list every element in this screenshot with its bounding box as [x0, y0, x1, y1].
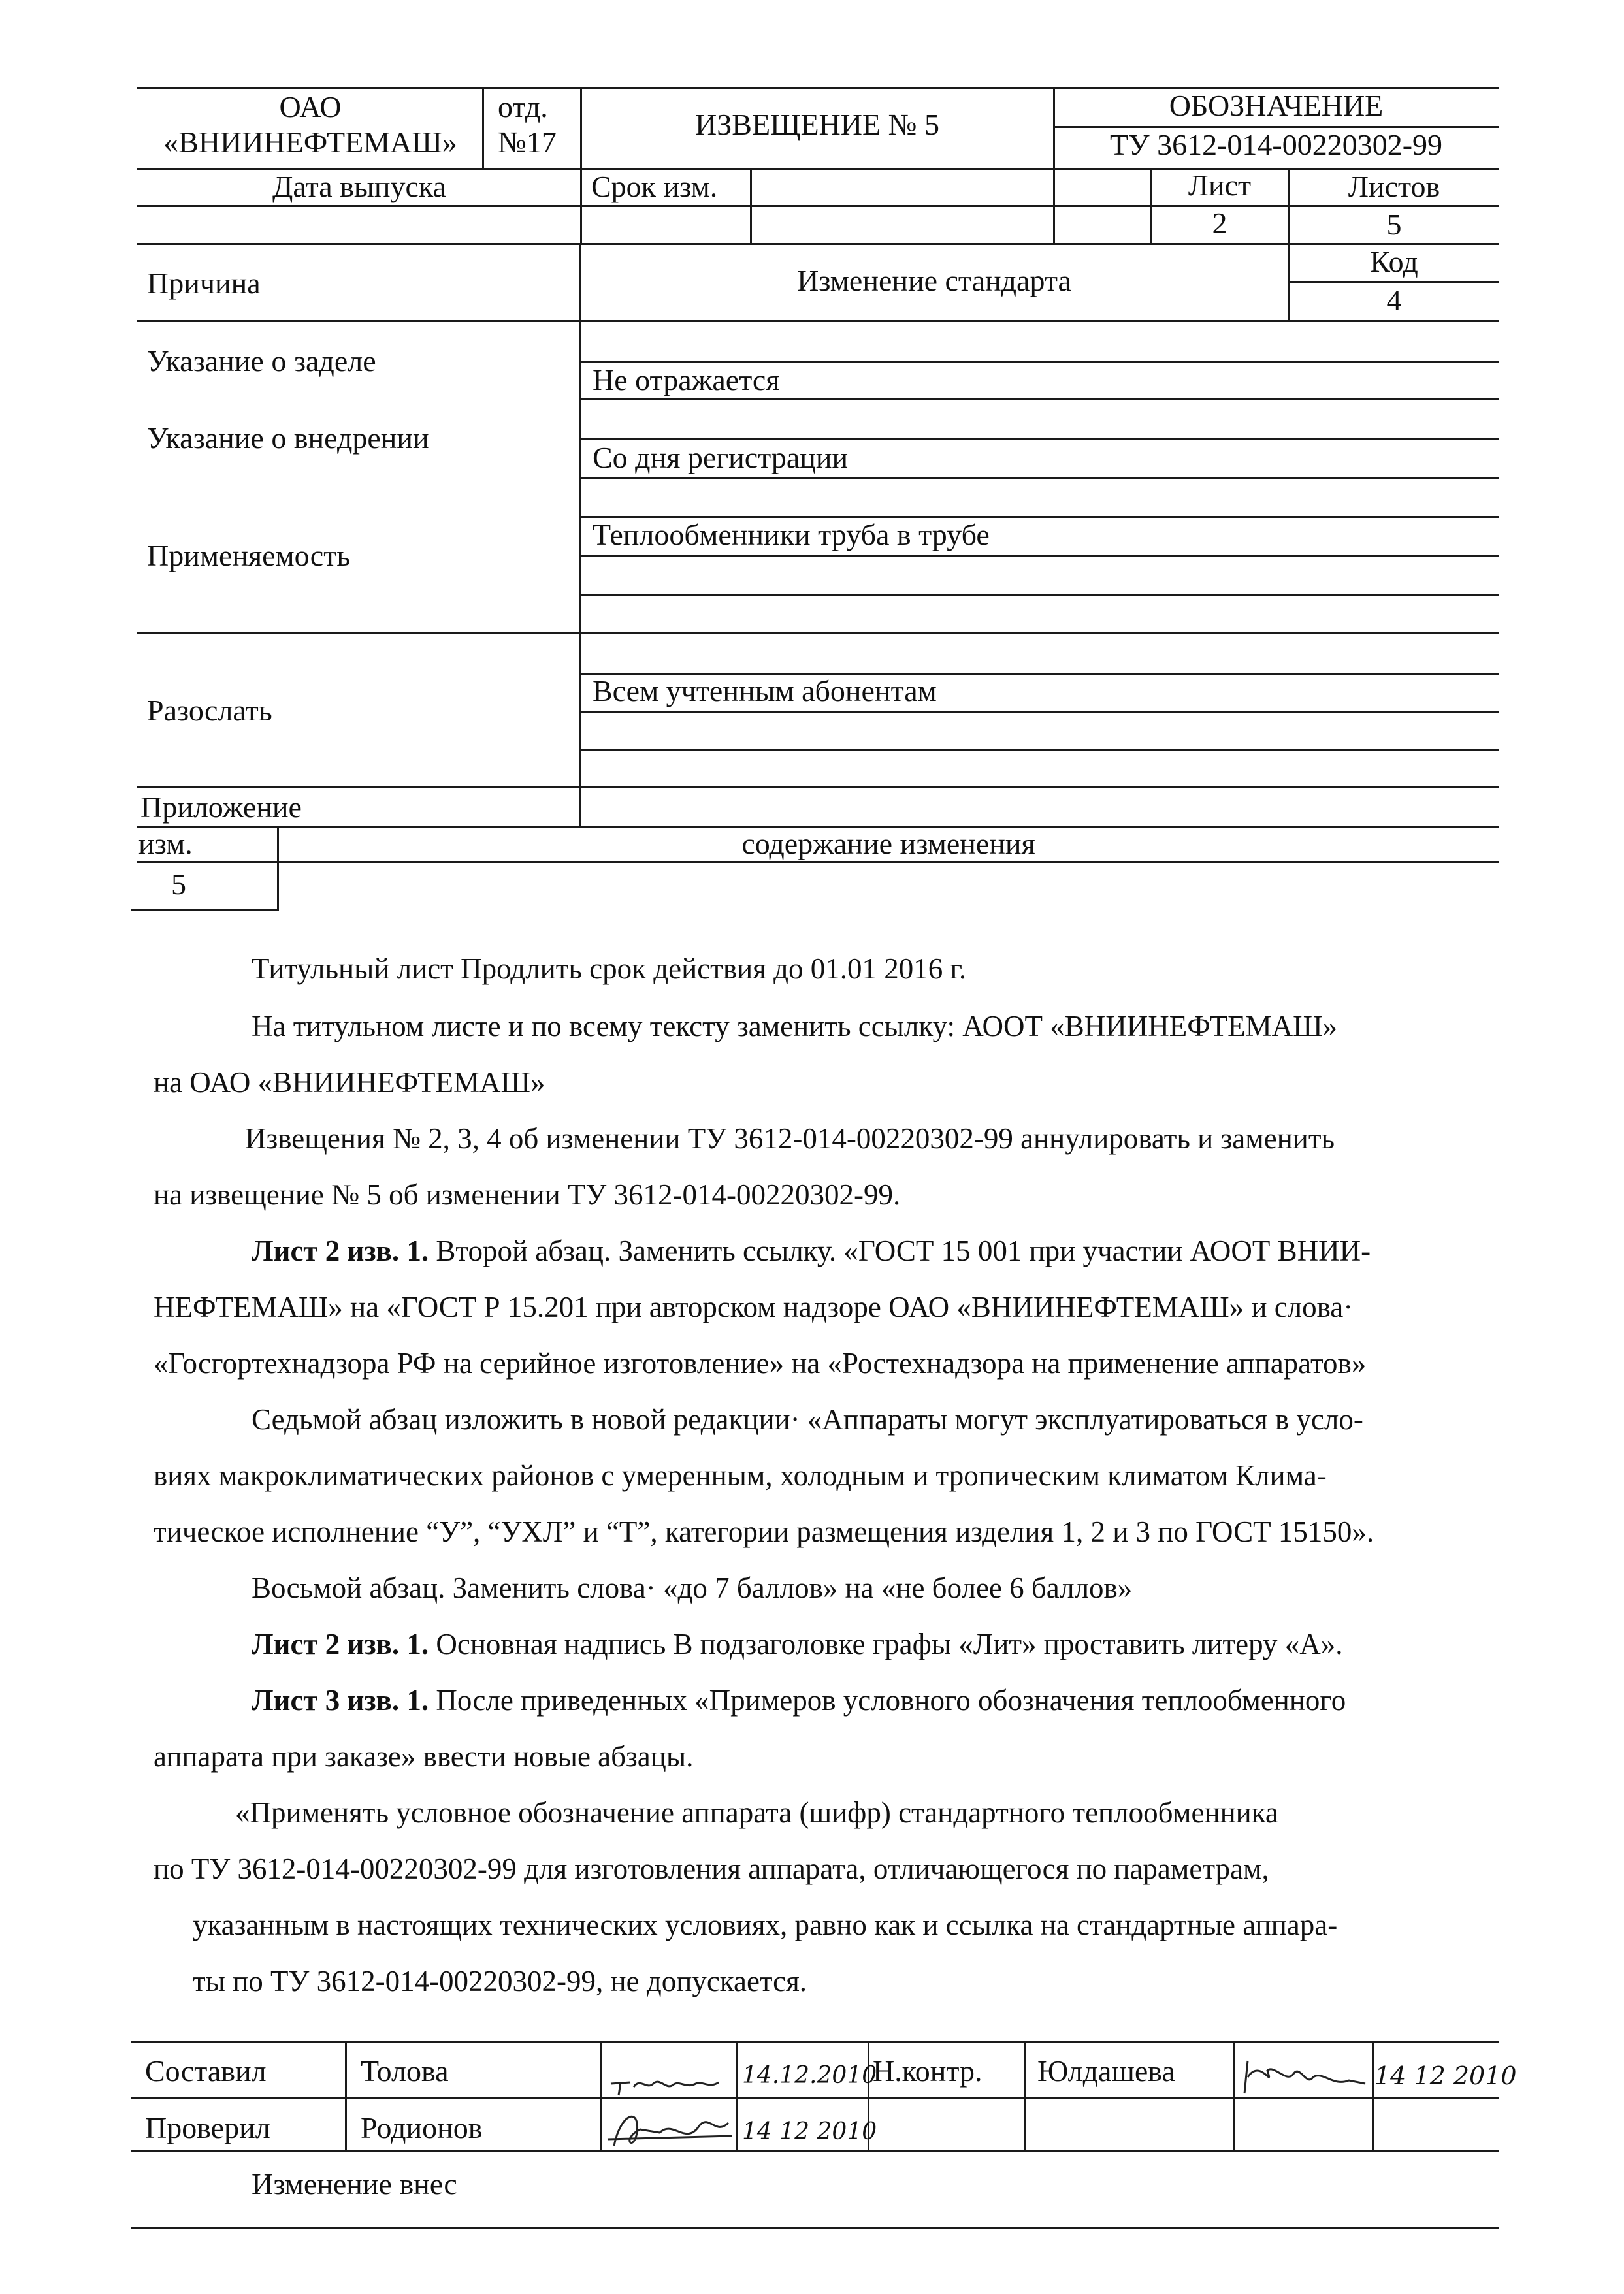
sheet-label: Лист: [1188, 169, 1252, 202]
paragraph-4-ref: Лист 2 изв. 1.: [252, 1235, 429, 1267]
checked-date: 14 12 2010: [742, 2118, 877, 2145]
distribute-label: Разослать: [147, 694, 272, 727]
paragraph-5a: Седьмой абзац изложить в новой редакции· «Аппараты могут эксплуатироваться в усло-: [252, 1403, 1363, 1436]
designation-label: ОБОЗНАЧЕНИЕ: [1169, 89, 1384, 122]
sheets-label: Листов: [1348, 170, 1440, 203]
sheet-value: 2: [1212, 206, 1227, 240]
paragraph-9d: ты по ТУ 3612-014-00220302-99, не допускается.: [193, 1965, 807, 1997]
compiled-date: 14.12.2010: [742, 2062, 877, 2089]
change-number: 5: [171, 867, 186, 901]
paragraph-4a: [252, 1235, 1604, 1267]
footer-col-5: [1024, 2041, 1026, 2152]
norm-control-name: Юлдашева: [1037, 2054, 1175, 2088]
compiled-name: Толова: [361, 2054, 449, 2088]
footer-low-line: [131, 2150, 1499, 2152]
code-value: 4: [1386, 283, 1402, 317]
footer-bottom-line: [131, 2227, 1499, 2229]
code-label: Код: [1370, 245, 1418, 278]
paragraph-4b: НЕФТЕМАШ» на «ГОСТ Р 15.201 при авторском надзоре ОАО «ВНИИНЕФТЕМАШ» и слова·: [154, 1291, 1354, 1323]
paragraph-6: Восьмой абзац. Заменить слова· «до 7 баллов» на «не более 6 баллов»: [252, 1572, 1133, 1604]
compiled-signature: [604, 2058, 735, 2097]
change-content: [154, 0, 1506, 2025]
norm-control-label: Н.контр.: [873, 2054, 983, 2088]
footer-top-line: [131, 2041, 1499, 2043]
paragraph-5c: тическое исполнение “У”, “УХЛ” и “Т”, категории размещения изделия 1, 2 и 3 по ГОСТ 15150».: [154, 1515, 1374, 1548]
dept-line1: отд.: [498, 90, 548, 123]
paragraph-2a: На титульном листе и по всему тексту заменить ссылку: АООТ «ВНИИНЕФТЕМАШ»: [252, 1010, 1338, 1042]
issue-date-label: Дата выпуска: [272, 170, 446, 203]
org-line2: «ВНИИНЕФТЕМАШ»: [163, 125, 457, 159]
backlog-label: Указание о заделе: [147, 344, 376, 378]
checked-name: Родионов: [361, 2111, 483, 2144]
paragraph-2b: на ОАО «ВНИИНЕФТЕМАШ»: [154, 1066, 545, 1099]
paragraph-9c: указанным в настоящих технических условиях, равно как и ссылка на стандартные аппара-: [193, 1909, 1338, 1941]
footer-col-1: [345, 2041, 347, 2152]
reason-value: Изменение стандарта: [797, 264, 1071, 297]
checked-label: Проверил: [145, 2111, 270, 2144]
change-col-label: изм.: [138, 827, 193, 860]
designation-value: ТУ 3612-014-00220302-99: [1109, 128, 1443, 161]
paragraph-3a: Извещения № 2, 3, 4 об изменении ТУ 3612-014-00220302-99 аннулировать и заменить: [245, 1122, 1335, 1155]
paragraph-8a-text: После приведенных «Примеров условного обозначения теплообменного: [429, 1684, 1346, 1717]
backlog-value: Не отражается: [593, 363, 780, 396]
paragraph-9b: по ТУ 3612-014-00220302-99 для изготовления аппарата, отличающегося по параметрам,: [154, 1852, 1269, 1885]
distribute-value: Всем учтенным абонентам: [593, 674, 937, 707]
paragraph-5b: виях макроклиматических районов с умеренным, холодным и тропическим климатом Клима-: [154, 1459, 1327, 1492]
norm-control-signature: [1235, 2051, 1372, 2103]
paragraph-7-text: Основная надпись В подзаголовке графы «Лит» проставить литеру «А».: [429, 1628, 1343, 1660]
dept-line2: №17: [498, 125, 557, 159]
footer-col-7: [1372, 2041, 1374, 2152]
compiled-label: Составил: [145, 2054, 267, 2088]
changed-by-label: Изменение внес: [252, 2167, 457, 2201]
paragraph-8-ref: Лист 3 изв. 1.: [252, 1684, 429, 1717]
reason-label: Причина: [147, 267, 261, 300]
notice-title: ИЗВЕЩЕНИЕ № 5: [695, 108, 939, 141]
implementation-label: Указание о внедрении: [147, 421, 429, 455]
applicability-value: Теплообменники труба в трубе: [593, 518, 990, 551]
sheets-value: 5: [1386, 208, 1402, 241]
paragraph-8a: [252, 1684, 1604, 1717]
paragraph-8b: аппарата при заказе» ввести новые абзацы.: [154, 1740, 694, 1773]
attachment-label: Приложение: [140, 790, 302, 824]
paragraph-3b: на извещение № 5 об изменении ТУ 3612-014-00220302-99.: [154, 1178, 901, 1211]
content-col-label: содержание изменения: [741, 827, 1035, 860]
implementation-value: Со дня регистрации: [593, 441, 849, 474]
paragraph-1: Титульный лист Продлить срок действия до 01.01 2016 г.: [252, 952, 967, 985]
paragraph-7-ref: Лист 2 изв. 1.: [252, 1628, 429, 1660]
paragraph-4a-text: Второй абзац. Заменить ссылку. «ГОСТ 15 001 при участии АООТ ВНИИ-: [429, 1235, 1371, 1267]
applicability-label: Применяемость: [147, 539, 351, 572]
paragraph-7: [252, 1628, 1604, 1660]
paragraph-9a: «Применять условное обозначение аппарата (шифр) стандартного теплообменника: [235, 1796, 1278, 1829]
org-line1: ОАО: [279, 90, 342, 123]
paragraph-4c: «Госгортехнадзора РФ на серийное изготовление» на «Ростехнадзора на применение аппаратов»: [154, 1347, 1367, 1380]
change-term-label: Срок изм.: [591, 170, 718, 203]
norm-control-date: 14 12 2010: [1374, 2061, 1517, 2090]
checked-signature: [601, 2100, 738, 2159]
